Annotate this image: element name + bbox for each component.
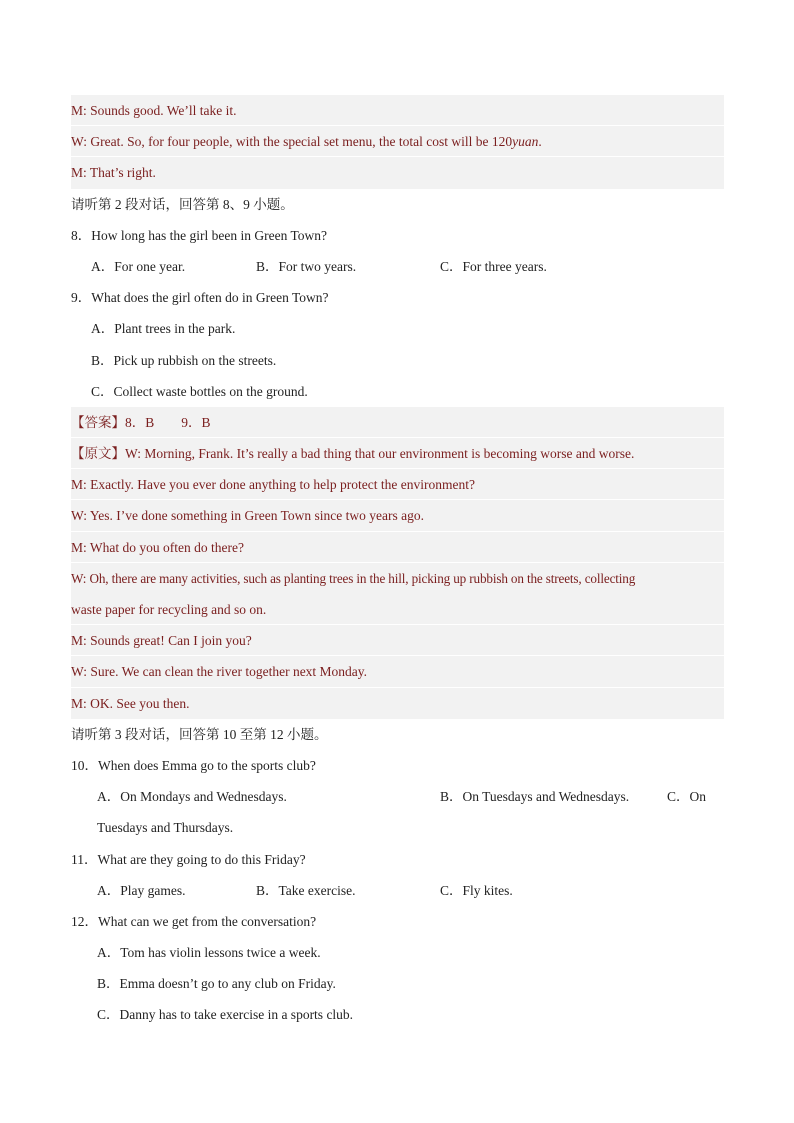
question-11: 11．What are they going to do this Friday? bbox=[71, 851, 306, 867]
q10-option-b[interactable]: B．On Tuesdays and Wednesdays. bbox=[440, 789, 630, 805]
dialog1-text-2: W: Great. So, for four people, with the special set menu, the total cost will be 120 bbox=[71, 134, 513, 150]
q8-option-a[interactable]: A．For one year. bbox=[91, 258, 186, 274]
q9-option-a[interactable]: A．Plant trees in the park. bbox=[91, 321, 236, 337]
script-line-5: W: Oh, there are many activities, such as planting trees in the hill, picking up rubbish on the streets, collecting bbox=[71, 563, 724, 594]
q12-option-c[interactable]: C．Danny has to take exercise in a sports club. bbox=[97, 1007, 354, 1023]
q12-option-b[interactable]: B．Emma doesn’t go to any club on Friday. bbox=[97, 976, 336, 992]
q8-option-b[interactable]: B．For two years. bbox=[256, 258, 357, 274]
script-line-7: W: Sure. We can clean the river together next Monday. bbox=[71, 656, 724, 687]
question-8-options bbox=[71, 251, 724, 282]
q11-option-a[interactable]: A．Play games. bbox=[97, 882, 186, 898]
script-line-2: M: Exactly. Have you ever done anything to help protect the environment? bbox=[71, 469, 724, 500]
q11-option-c[interactable]: C．Fly kites. bbox=[440, 882, 513, 898]
document-page bbox=[71, 95, 724, 1031]
answer-line bbox=[71, 407, 724, 438]
script-line-6: M: Sounds great! Can I join you? bbox=[71, 625, 724, 656]
script-tag: 【原文】 bbox=[71, 446, 125, 462]
q9-option-c[interactable]: C．Collect waste bottles on the ground. bbox=[91, 383, 308, 399]
script-text-1: W: Morning, Frank. It’s really a bad thing that our environment is becoming worse and worse. bbox=[125, 446, 635, 462]
question-10: 10．When does Emma go to the sports club? bbox=[71, 757, 316, 773]
script-line-3: W: Yes. I’ve done something in Green Town since two years ago. bbox=[71, 500, 724, 531]
script-line-1 bbox=[71, 438, 724, 469]
q9-option-b[interactable]: B．Pick up rubbish on the streets. bbox=[91, 352, 277, 368]
q12-option-a[interactable]: A．Tom has violin lessons twice a week. bbox=[97, 945, 321, 961]
dialog1-text-3: M: That’s right. bbox=[71, 165, 156, 181]
dialog1-end: . bbox=[538, 134, 542, 150]
question-11-options bbox=[71, 875, 724, 906]
dialog1-unit: yuan bbox=[512, 134, 539, 150]
q10-option-c[interactable]: C．On bbox=[667, 789, 707, 805]
q11-option-b[interactable]: B．Take exercise. bbox=[256, 882, 356, 898]
q10-option-a[interactable]: A．On Mondays and Wednesdays. bbox=[97, 789, 287, 805]
script-line-4: M: What do you often do there? bbox=[71, 532, 724, 563]
dialog1-line-1 bbox=[71, 95, 724, 126]
section2-intro: 请听第 2 段对话，回答第 8、9 小题。 bbox=[71, 196, 294, 212]
question-8: 8．How long has the girl been in Green Town? bbox=[71, 227, 327, 243]
dialog1-line-3 bbox=[71, 157, 724, 188]
answer-text: 8．B 9．B bbox=[125, 414, 211, 430]
dialog1-line-2 bbox=[71, 126, 724, 157]
question-12: 12．What can we get from the conversation? bbox=[71, 913, 317, 929]
q8-option-c[interactable]: C．For three years. bbox=[440, 258, 547, 274]
dialog1-text-1: M: Sounds good. We’ll take it. bbox=[71, 103, 237, 118]
question-9: 9．What does the girl often do in Green Town? bbox=[71, 290, 329, 306]
question-10-options bbox=[71, 781, 724, 812]
answer-tag: 【答案】 bbox=[71, 414, 125, 430]
script-line-5-cont: waste paper for recycling and so on. bbox=[71, 594, 724, 625]
q10-option-c-continued[interactable]: Tuesdays and Thursdays. bbox=[97, 820, 234, 836]
section3-intro: 请听第 3 段对话，回答第 10 至第 12 小题。 bbox=[71, 726, 328, 742]
script-line-8: M: OK. See you then. bbox=[71, 688, 724, 719]
